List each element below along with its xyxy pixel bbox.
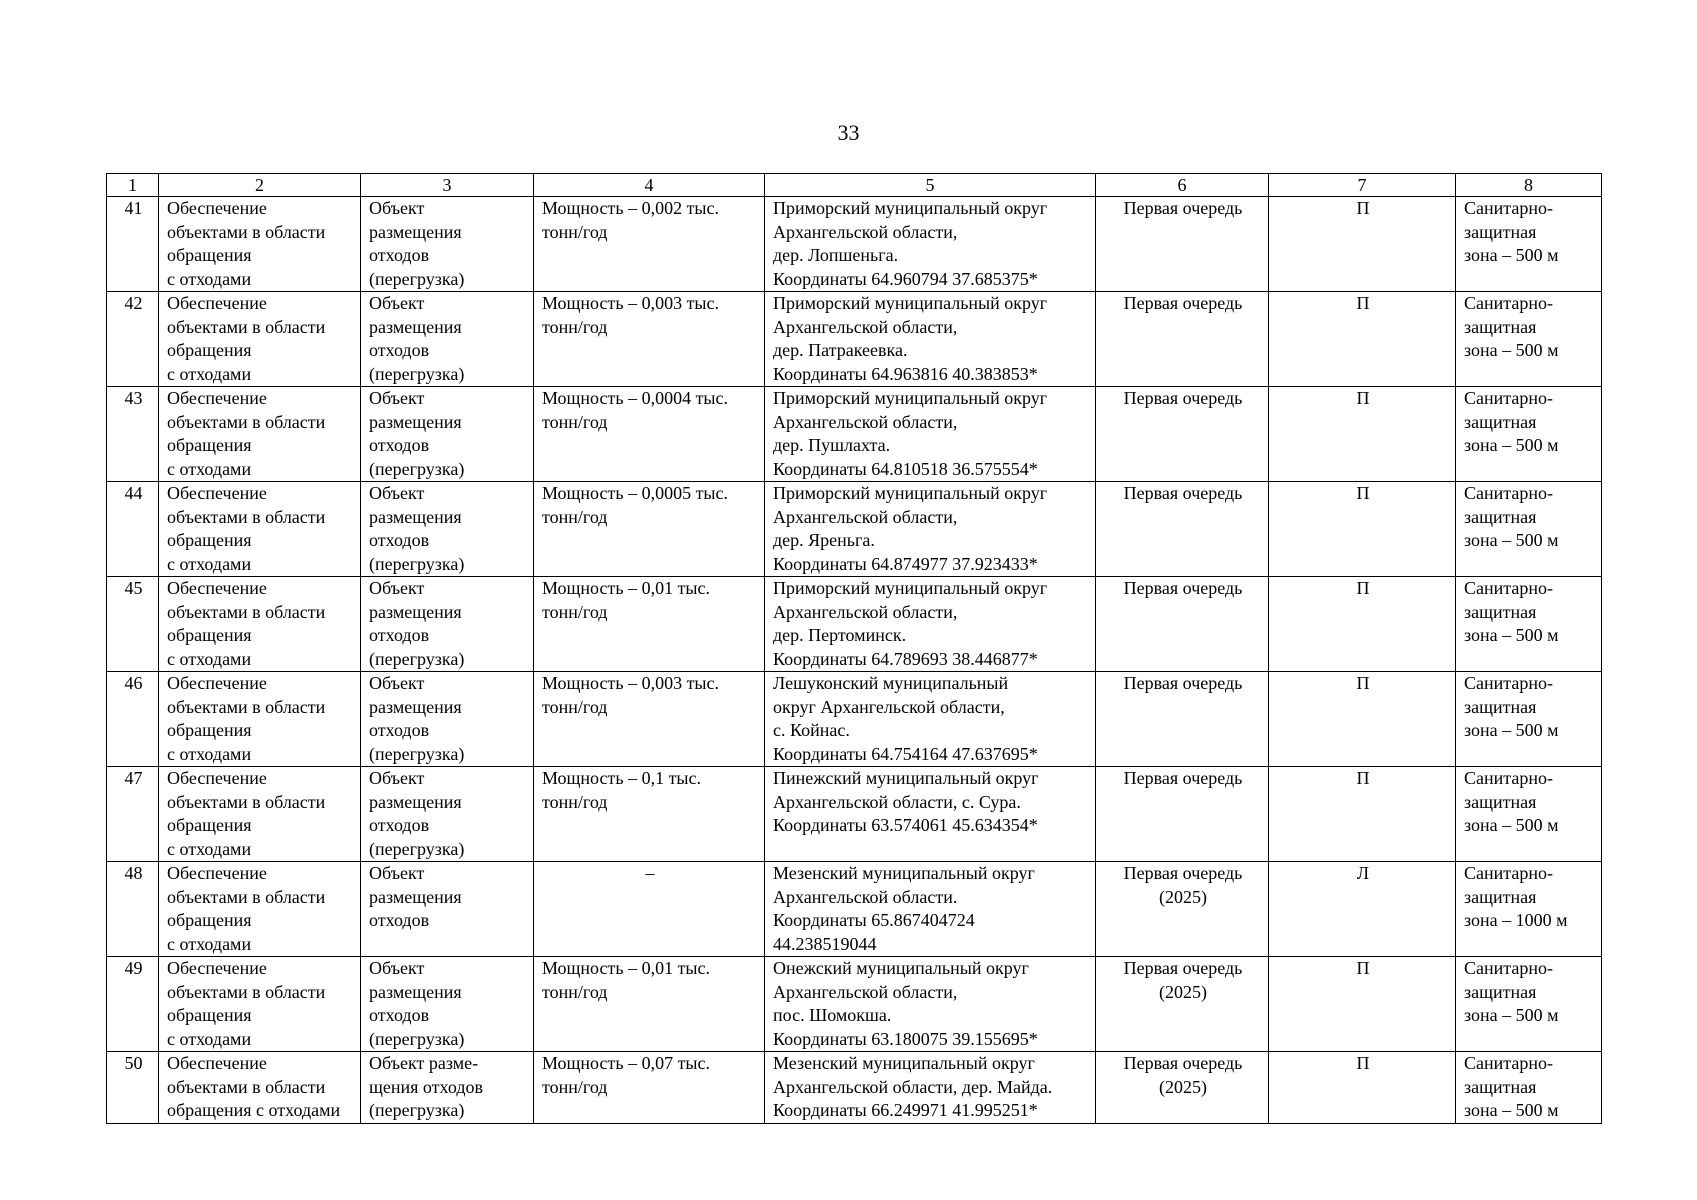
location-cell: Мезенский муниципальный округ Архангельской области, дер. Майда. Координаты 66.249971 41.995251*	[765, 1052, 1096, 1124]
stage-cell: Первая очередь	[1096, 767, 1269, 862]
purpose-cell: Обеспечение объектами в области обращения с отходами	[159, 197, 361, 292]
purpose-cell: Обеспечение объектами в области обращения с отходами	[159, 577, 361, 672]
category-cell: П	[1269, 197, 1456, 292]
stage-cell: Первая очередь	[1096, 577, 1269, 672]
row-number: 47	[107, 767, 159, 862]
object-cell: Объект размещения отходов	[361, 862, 534, 957]
zone-cell: Санитарно- защитная зона – 500 м	[1456, 197, 1602, 292]
capacity-cell: Мощность – 0,01 тыс. тонн/год	[534, 957, 765, 1052]
location-cell: Приморский муниципальный округ Архангельской области, дер. Пертоминск. Координаты 64.789693 38.446877*	[765, 577, 1096, 672]
stage-cell: Первая очередь	[1096, 482, 1269, 577]
object-cell: Объект размещения отходов (перегрузка)	[361, 387, 534, 482]
category-cell: Л	[1269, 862, 1456, 957]
column-number-2: 2	[159, 174, 361, 197]
table-row	[107, 1052, 1602, 1124]
zone-cell: Санитарно- защитная зона – 500 м	[1456, 387, 1602, 482]
zone-cell: Санитарно- защитная зона – 500 м	[1456, 577, 1602, 672]
category-cell: П	[1269, 577, 1456, 672]
column-number-7: 7	[1269, 174, 1456, 197]
category-cell: П	[1269, 387, 1456, 482]
capacity-cell: Мощность – 0,0004 тыс. тонн/год	[534, 387, 765, 482]
location-cell: Мезенский муниципальный округ Архангельской области. Координаты 65.867404724 44.238519044	[765, 862, 1096, 957]
capacity-cell: Мощность – 0,002 тыс. тонн/год	[534, 197, 765, 292]
zone-cell: Санитарно- защитная зона – 500 м	[1456, 1052, 1602, 1124]
purpose-cell: Обеспечение объектами в области обращения с отходами	[159, 292, 361, 387]
purpose-cell: Обеспечение объектами в области обращения с отходами	[159, 957, 361, 1052]
purpose-cell: Обеспечение объектами в области обращения с отходами	[159, 862, 361, 957]
location-cell: Приморский муниципальный округ Архангельской области, дер. Пушлахта. Координаты 64.810518 36.575554*	[765, 387, 1096, 482]
stage-cell: Первая очередь	[1096, 672, 1269, 767]
location-cell: Приморский муниципальный округ Архангельской области, дер. Яреньга. Координаты 64.874977 37.923433*	[765, 482, 1096, 577]
location-cell: Лешуконский муниципальный округ Архангельской области, с. Койнас. Координаты 64.754164 47.637695*	[765, 672, 1096, 767]
capacity-cell: Мощность – 0,1 тыс. тонн/год	[534, 767, 765, 862]
object-cell: Объект размещения отходов (перегрузка)	[361, 767, 534, 862]
stage-cell: Первая очередь (2025)	[1096, 1052, 1269, 1124]
row-number: 44	[107, 482, 159, 577]
table-row	[107, 577, 1602, 672]
object-cell: Объект размещения отходов (перегрузка)	[361, 672, 534, 767]
purpose-cell: Обеспечение объектами в области обращения с отходами	[159, 672, 361, 767]
page-number: 33	[837, 120, 860, 145]
capacity-cell: Мощность – 0,0005 тыс. тонн/год	[534, 482, 765, 577]
column-number-8: 8	[1456, 174, 1602, 197]
zone-cell: Санитарно- защитная зона – 500 м	[1456, 957, 1602, 1052]
table-row	[107, 292, 1602, 387]
table-row	[107, 957, 1602, 1052]
object-cell: Объект размещения отходов (перегрузка)	[361, 292, 534, 387]
purpose-cell: Обеспечение объектами в области обращения с отходами	[159, 482, 361, 577]
purpose-cell: Обеспечение объектами в области обращения с отходами	[159, 387, 361, 482]
zone-cell: Санитарно- защитная зона – 500 м	[1456, 672, 1602, 767]
capacity-cell: –	[534, 862, 765, 957]
table-row	[107, 672, 1602, 767]
row-number: 46	[107, 672, 159, 767]
stage-cell: Первая очередь	[1096, 387, 1269, 482]
zone-cell: Санитарно- защитная зона – 500 м	[1456, 292, 1602, 387]
location-cell: Приморский муниципальный округ Архангельской области, дер. Патракеевка. Координаты 64.963816 40.383853*	[765, 292, 1096, 387]
capacity-cell: Мощность – 0,07 тыс. тонн/год	[534, 1052, 765, 1124]
stage-cell: Первая очередь	[1096, 292, 1269, 387]
row-number: 41	[107, 197, 159, 292]
capacity-cell: Мощность – 0,003 тыс. тонн/год	[534, 292, 765, 387]
planned-objects-table	[106, 173, 1602, 1124]
location-cell: Приморский муниципальный округ Архангельской области, дер. Лопшеньга. Координаты 64.960794 37.685375*	[765, 197, 1096, 292]
capacity-cell: Мощность – 0,003 тыс. тонн/год	[534, 672, 765, 767]
category-cell: П	[1269, 482, 1456, 577]
column-number-row	[107, 174, 1602, 197]
category-cell: П	[1269, 1052, 1456, 1124]
row-number: 42	[107, 292, 159, 387]
stage-cell: Первая очередь	[1096, 197, 1269, 292]
category-cell: П	[1269, 767, 1456, 862]
table-row	[107, 197, 1602, 292]
category-cell: П	[1269, 957, 1456, 1052]
object-cell: Объект размещения отходов (перегрузка)	[361, 957, 534, 1052]
row-number: 43	[107, 387, 159, 482]
object-cell: Объект размещения отходов (перегрузка)	[361, 197, 534, 292]
category-cell: П	[1269, 672, 1456, 767]
location-cell: Пинежский муниципальный округ Архангельской области, с. Сура. Координаты 63.574061 45.634354*	[765, 767, 1096, 862]
row-number: 50	[107, 1052, 159, 1124]
zone-cell: Санитарно- защитная зона – 500 м	[1456, 767, 1602, 862]
row-number: 48	[107, 862, 159, 957]
row-number: 45	[107, 577, 159, 672]
object-cell: Объект размещения отходов (перегрузка)	[361, 577, 534, 672]
object-cell: Объект разме- щения отходов (перегрузка)	[361, 1052, 534, 1124]
column-number-3: 3	[361, 174, 534, 197]
object-cell: Объект размещения отходов (перегрузка)	[361, 482, 534, 577]
table-row	[107, 862, 1602, 957]
table-row	[107, 482, 1602, 577]
zone-cell: Санитарно- защитная зона – 1000 м	[1456, 862, 1602, 957]
table-row	[107, 767, 1602, 862]
purpose-cell: Обеспечение объектами в области обращения с отходами	[159, 1052, 361, 1124]
column-number-1: 1	[107, 174, 159, 197]
stage-cell: Первая очередь (2025)	[1096, 957, 1269, 1052]
zone-cell: Санитарно- защитная зона – 500 м	[1456, 482, 1602, 577]
category-cell: П	[1269, 292, 1456, 387]
capacity-cell: Мощность – 0,01 тыс. тонн/год	[534, 577, 765, 672]
column-number-4: 4	[534, 174, 765, 197]
purpose-cell: Обеспечение объектами в области обращения с отходами	[159, 767, 361, 862]
location-cell: Онежский муниципальный округ Архангельской области, пос. Шомокша. Координаты 63.180075 39.155695*	[765, 957, 1096, 1052]
row-number: 49	[107, 957, 159, 1052]
table-row	[107, 387, 1602, 482]
column-number-5: 5	[765, 174, 1096, 197]
column-number-6: 6	[1096, 174, 1269, 197]
stage-cell: Первая очередь (2025)	[1096, 862, 1269, 957]
